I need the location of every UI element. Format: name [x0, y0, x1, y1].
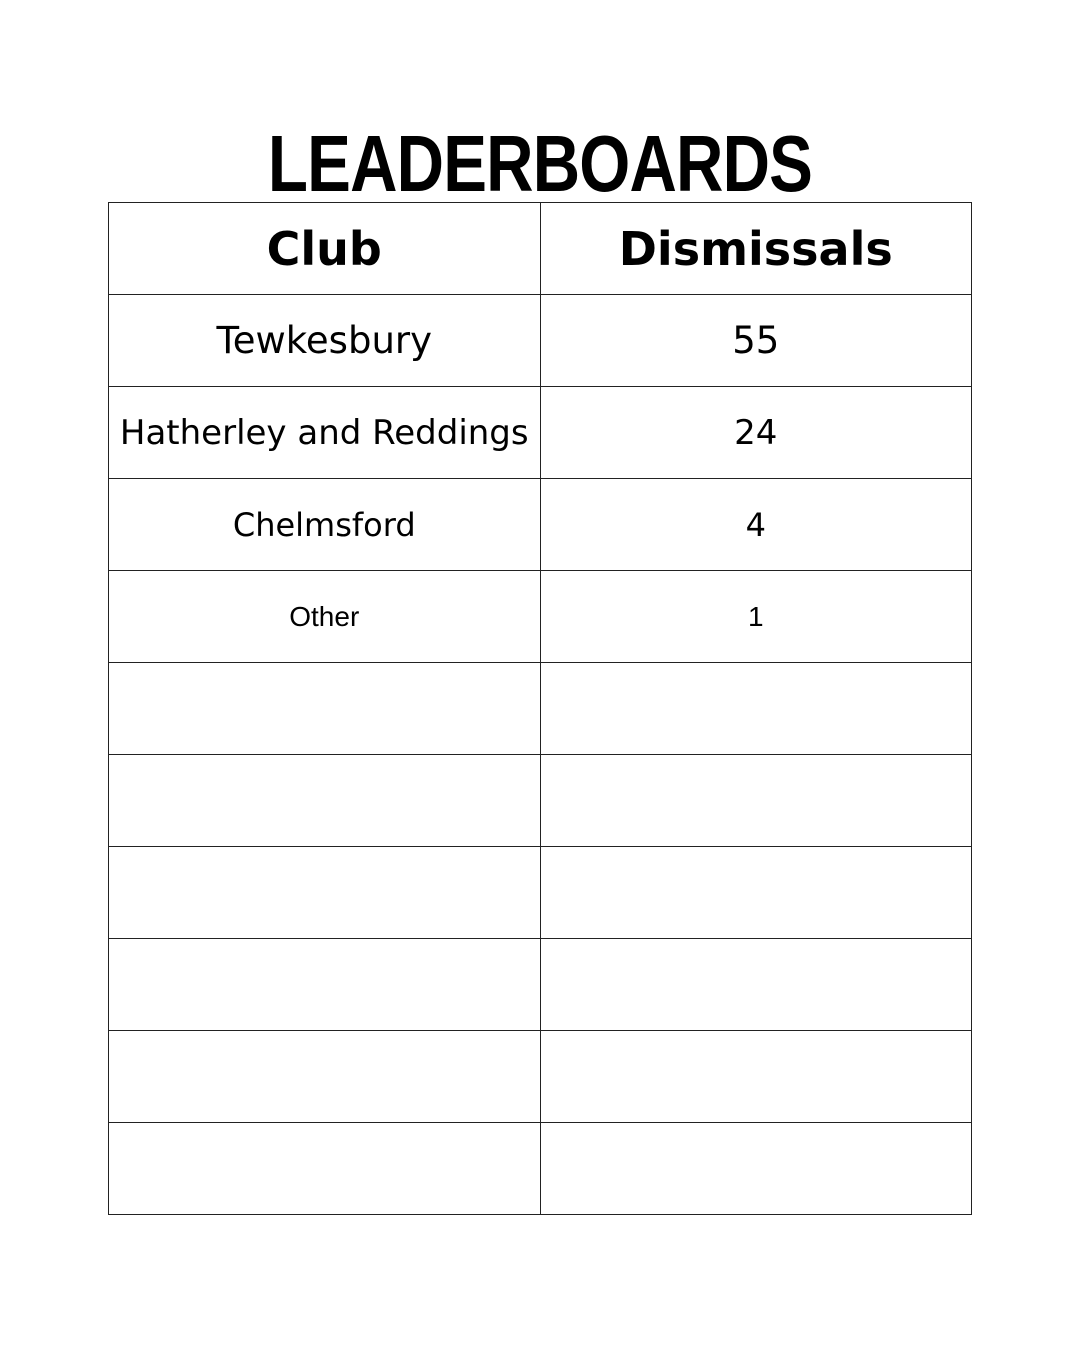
dismissals-cell: 1	[540, 571, 972, 663]
dismissals-cell: 55	[540, 295, 972, 387]
table-row	[109, 1031, 972, 1123]
club-cell: Chelmsford	[109, 479, 541, 571]
table-row	[109, 571, 972, 663]
dismissals-cell	[540, 939, 972, 1031]
table-row	[109, 939, 972, 1031]
table-row	[109, 663, 972, 755]
table-row	[109, 479, 972, 571]
club-cell: Other	[109, 571, 541, 663]
dismissals-cell	[540, 847, 972, 939]
page-title: LEADERBOARDS	[267, 118, 813, 208]
header-dismissals: Dismissals	[540, 203, 972, 295]
table-row	[109, 387, 972, 479]
club-cell: Tewkesbury	[109, 295, 541, 387]
table-row	[109, 1123, 972, 1215]
club-cell: Hatherley and Reddings	[109, 387, 541, 479]
dismissals-cell	[540, 755, 972, 847]
club-cell	[109, 755, 541, 847]
table-header-row	[109, 203, 972, 295]
dismissals-cell: 24	[540, 387, 972, 479]
leaderboard-table	[108, 202, 972, 1215]
club-cell	[109, 663, 541, 755]
dismissals-cell: 4	[540, 479, 972, 571]
club-cell	[109, 1031, 541, 1123]
club-cell	[109, 847, 541, 939]
dismissals-cell	[540, 663, 972, 755]
header-club: Club	[109, 203, 541, 295]
club-cell	[109, 1123, 541, 1215]
club-cell	[109, 939, 541, 1031]
dismissals-cell	[540, 1031, 972, 1123]
table-row	[109, 295, 972, 387]
table-row	[109, 847, 972, 939]
dismissals-cell	[540, 1123, 972, 1215]
table-row	[109, 755, 972, 847]
